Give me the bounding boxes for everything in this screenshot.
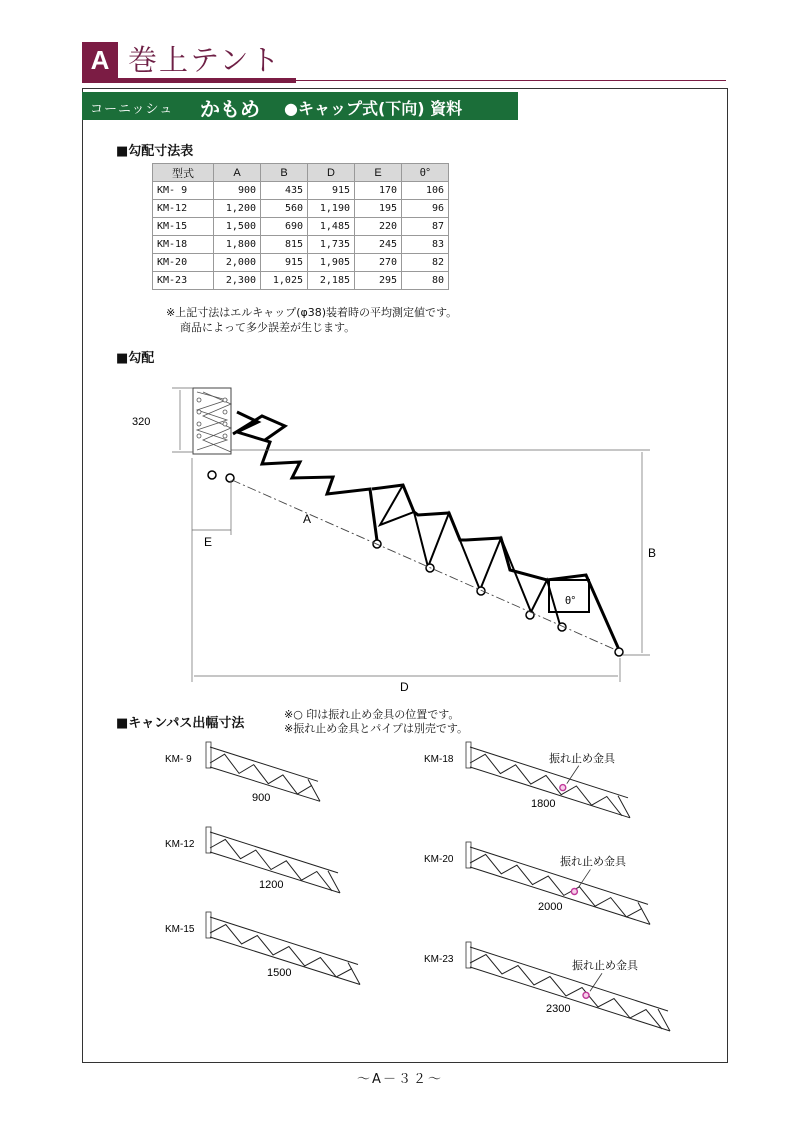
table-cell: 1,500	[214, 218, 261, 236]
table-cell: 915	[308, 182, 355, 200]
label-E: E	[204, 535, 213, 549]
page-number: ～A－３２～	[357, 1072, 443, 1087]
table-header-cell: θ°	[402, 164, 449, 182]
mini-top-rail	[210, 747, 318, 781]
canvas-diagram	[165, 912, 360, 985]
table-cell: 2,000	[214, 254, 261, 272]
canvas-diagram	[165, 827, 340, 893]
slope-heading: ■勾配	[116, 351, 155, 366]
bracket-marker	[560, 785, 566, 791]
table-note-2: 商品によって多少誤差が生じます。	[180, 321, 356, 334]
mini-model-label: KM-12	[165, 839, 195, 850]
table-cell: KM- 9	[153, 182, 214, 200]
page-title: 巻上テント	[128, 43, 282, 77]
table-header-cell: E	[355, 164, 402, 182]
table-cell: KM-23	[153, 272, 214, 290]
table-header-cell: A	[214, 164, 261, 182]
section-badge: A	[82, 42, 118, 78]
label-theta: θ°	[565, 595, 576, 607]
bracket-label: 振れ止め金具	[572, 960, 638, 972]
mini-bracket	[206, 742, 211, 768]
canvas-diagram	[165, 742, 320, 804]
table-cell: 2,300	[214, 272, 261, 290]
table-cell: 2,185	[308, 272, 355, 290]
mini-model-label: KM- 9	[165, 754, 192, 765]
table-cell: 900	[214, 182, 261, 200]
mini-bracket	[466, 742, 471, 768]
banner-product: かもめ	[200, 97, 260, 121]
table-cell: 295	[355, 272, 402, 290]
mini-bracket	[206, 912, 211, 938]
mini-model-label: KM-23	[424, 954, 454, 965]
table-cell: KM-12	[153, 200, 214, 218]
table-cell: KM-18	[153, 236, 214, 254]
table-cell: 1,905	[308, 254, 355, 272]
table-cell: 1,200	[214, 200, 261, 218]
bracket-label: 振れ止め金具	[549, 753, 615, 765]
table-cell: 87	[402, 218, 449, 236]
table-cell: 1,190	[308, 200, 355, 218]
mini-width-label: 1200	[259, 879, 284, 891]
table-cell: 96	[402, 200, 449, 218]
mini-canvas-line	[470, 767, 630, 818]
mini-top-rail	[470, 947, 668, 1011]
table-cell: 83	[402, 236, 449, 254]
table-cell: KM-20	[153, 254, 214, 272]
mini-bracket	[466, 842, 471, 868]
label-D: D	[400, 680, 409, 694]
table-cell: 80	[402, 272, 449, 290]
table-cell: 915	[261, 254, 308, 272]
table-cell: 1,800	[214, 236, 261, 254]
canvas-diagram	[424, 842, 650, 924]
table-header-cell: D	[308, 164, 355, 182]
mini-width-label: 900	[252, 792, 271, 804]
table-cell: 690	[261, 218, 308, 236]
label-A: A	[303, 512, 312, 526]
bracket-label: 振れ止め金具	[560, 856, 626, 868]
mini-width-label: 2300	[546, 1003, 571, 1015]
mini-model-label: KM-20	[424, 854, 454, 865]
table-cell: 106	[402, 182, 449, 200]
banner-prefix: コーニッシュ	[90, 102, 174, 117]
canvas-diagram	[424, 742, 630, 818]
table-cell: 195	[355, 200, 402, 218]
table-note-1: ※上記寸法はエルキャップ(φ38)装着時の平均測定値です。	[166, 306, 458, 319]
table-cell: 270	[355, 254, 402, 272]
table-cell: 560	[261, 200, 308, 218]
mini-top-rail	[210, 917, 358, 965]
label-320: 320	[132, 416, 151, 428]
mini-width-label: 2000	[538, 901, 563, 913]
table-cell: KM-15	[153, 218, 214, 236]
table-cell: 815	[261, 236, 308, 254]
table-cell: 220	[355, 218, 402, 236]
table-header-cell: B	[261, 164, 308, 182]
table-cell: 82	[402, 254, 449, 272]
bracket-marker	[583, 992, 589, 998]
canvas-heading: ■キャンパス出幅寸法	[116, 716, 245, 731]
banner-suffix: ●キャップ式(下向) 資料	[284, 99, 463, 118]
mini-model-label: KM-15	[165, 924, 195, 935]
mini-bracket	[466, 942, 471, 968]
mini-width-label: 1800	[531, 798, 556, 810]
table-cell: 170	[355, 182, 402, 200]
mini-model-label: KM-18	[424, 754, 454, 765]
table-cell: 1,485	[308, 218, 355, 236]
table-cell: 1,735	[308, 236, 355, 254]
table-cell: 1,025	[261, 272, 308, 290]
table-cell: 245	[355, 236, 402, 254]
bracket-marker	[571, 889, 577, 895]
canvas-diagram	[424, 942, 670, 1031]
mini-bracket	[206, 827, 211, 853]
mini-top-rail	[210, 832, 338, 873]
table-cell: 435	[261, 182, 308, 200]
canvas-note-2: ※振れ止め金具とパイプは別売です。	[284, 722, 469, 735]
label-B: B	[648, 546, 657, 560]
mini-width-label: 1500	[267, 967, 292, 979]
dimension-table-heading: ■勾配寸法表	[116, 144, 194, 159]
mini-canvas-line	[470, 967, 670, 1031]
table-header-cell: 型式	[153, 164, 214, 182]
canvas-note-1: ※○ 印は振れ止め金具の位置です。	[284, 708, 460, 721]
